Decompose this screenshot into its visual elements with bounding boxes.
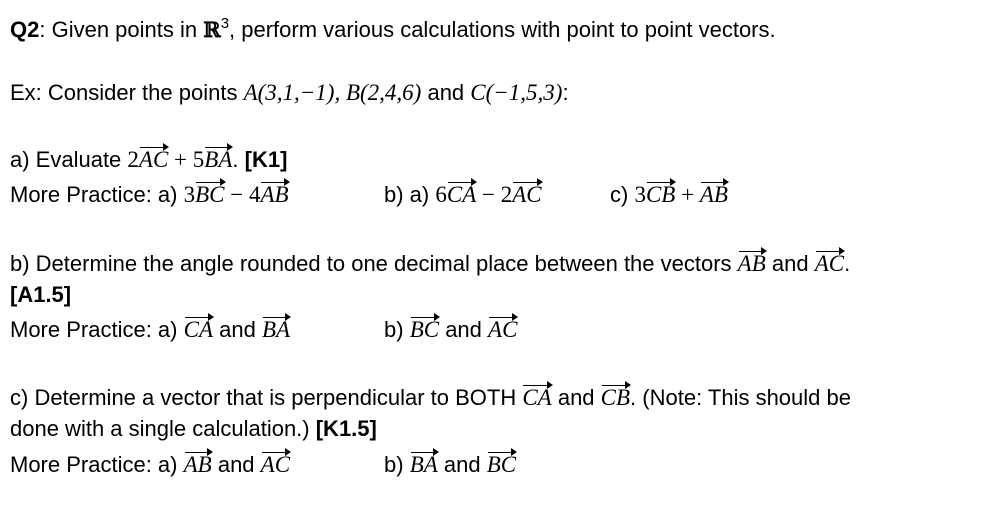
example-suffix: : [562, 80, 569, 105]
vector-cb: CB [645, 182, 676, 207]
part-c-line [10, 384, 851, 412]
part-b-practice [10, 316, 290, 344]
practice-and: and [439, 317, 489, 342]
vector-ac: AC [814, 251, 845, 276]
part-c-line2-text: done with a single calculation.) [10, 416, 316, 441]
coef: 2 [127, 147, 139, 172]
mark-a15: [A1.5] [10, 282, 72, 307]
vector-ac: AC [488, 317, 518, 342]
example-line [10, 79, 569, 107]
part-c-and: and [551, 385, 601, 410]
mark-k1: [K1] [244, 147, 288, 172]
part-b-line [10, 250, 850, 278]
vector-bc: BC [486, 452, 517, 477]
practice-c-label: c) [610, 182, 635, 207]
practice-and: and [211, 452, 261, 477]
space-exponent: 3 [220, 15, 230, 32]
vector-ab: AB [699, 182, 728, 207]
operator: + [675, 182, 700, 207]
part-a-practice-c [610, 181, 728, 209]
practice-label: More Practice: a) [10, 317, 184, 342]
part-c-practice-b [384, 451, 516, 479]
part-b-practice-b [384, 316, 517, 344]
part-a-dot: . [232, 147, 245, 172]
vector-ab: AB [183, 452, 212, 477]
practice-and: and [437, 452, 487, 477]
question-rest: , perform various calculations with point to point vectors. [229, 17, 776, 42]
point-c: C(−1,5,3) [470, 80, 563, 105]
question-label: Q2 [10, 17, 40, 42]
part-a-prefix: a) Evaluate [10, 147, 128, 172]
vector-ba: BA [409, 452, 438, 477]
part-b-and: and [765, 251, 815, 276]
points-ab: A(3,1,−1), B(2,4,6) [243, 80, 422, 105]
vector-ac: AC [260, 452, 291, 477]
part-c-note: . (Note: This should be [630, 385, 851, 410]
practice-label: More Practice: a) [10, 452, 184, 477]
operator: − 4 [224, 182, 261, 207]
operator: − 2 [476, 182, 513, 207]
question-heading [10, 16, 776, 47]
vector-ba: BA [261, 317, 291, 342]
vector-ca: CA [183, 317, 213, 342]
example-prefix: Ex: Consider the points [10, 80, 244, 105]
vector-ba: BA [204, 147, 233, 172]
part-a-practice [10, 181, 289, 209]
coef: 3 [634, 182, 646, 207]
operator: + 5 [168, 147, 205, 172]
space-symbol: ℝ [203, 17, 221, 42]
part-b-prefix: b) Determine the angle rounded to one decimal place between the vectors [10, 251, 738, 276]
mark-k15: [K1.5] [315, 416, 377, 441]
practice-b-label: b) [384, 452, 410, 477]
practice-and: and [213, 317, 262, 342]
vector-bc: BC [195, 182, 225, 207]
example-and: and [421, 80, 471, 105]
part-c-prefix: c) Determine a vector that is perpendicular to BOTH [10, 385, 523, 410]
vector-ca: CA [522, 385, 552, 410]
vector-ac: AC [138, 147, 169, 172]
vector-bc: BC [409, 317, 440, 342]
coef: 6 [435, 182, 447, 207]
vector-ca: CA [446, 182, 477, 207]
part-a-line [10, 146, 287, 174]
practice-b-label: b) a) [384, 182, 436, 207]
vector-ac: AC [512, 182, 542, 207]
part-b-mark-line [10, 281, 71, 309]
vector-cb: CB [600, 385, 631, 410]
vector-ab: AB [737, 251, 766, 276]
practice-label: More Practice: a) [10, 182, 184, 207]
coef: 3 [183, 182, 196, 207]
part-b-dot: . [844, 251, 851, 276]
practice-b-label: b) [384, 317, 410, 342]
vector-ab: AB [260, 182, 289, 207]
part-a-practice-b [384, 181, 542, 209]
question-intro: : Given points in [39, 17, 204, 42]
part-c-line2 [10, 415, 377, 443]
part-c-practice [10, 451, 290, 479]
